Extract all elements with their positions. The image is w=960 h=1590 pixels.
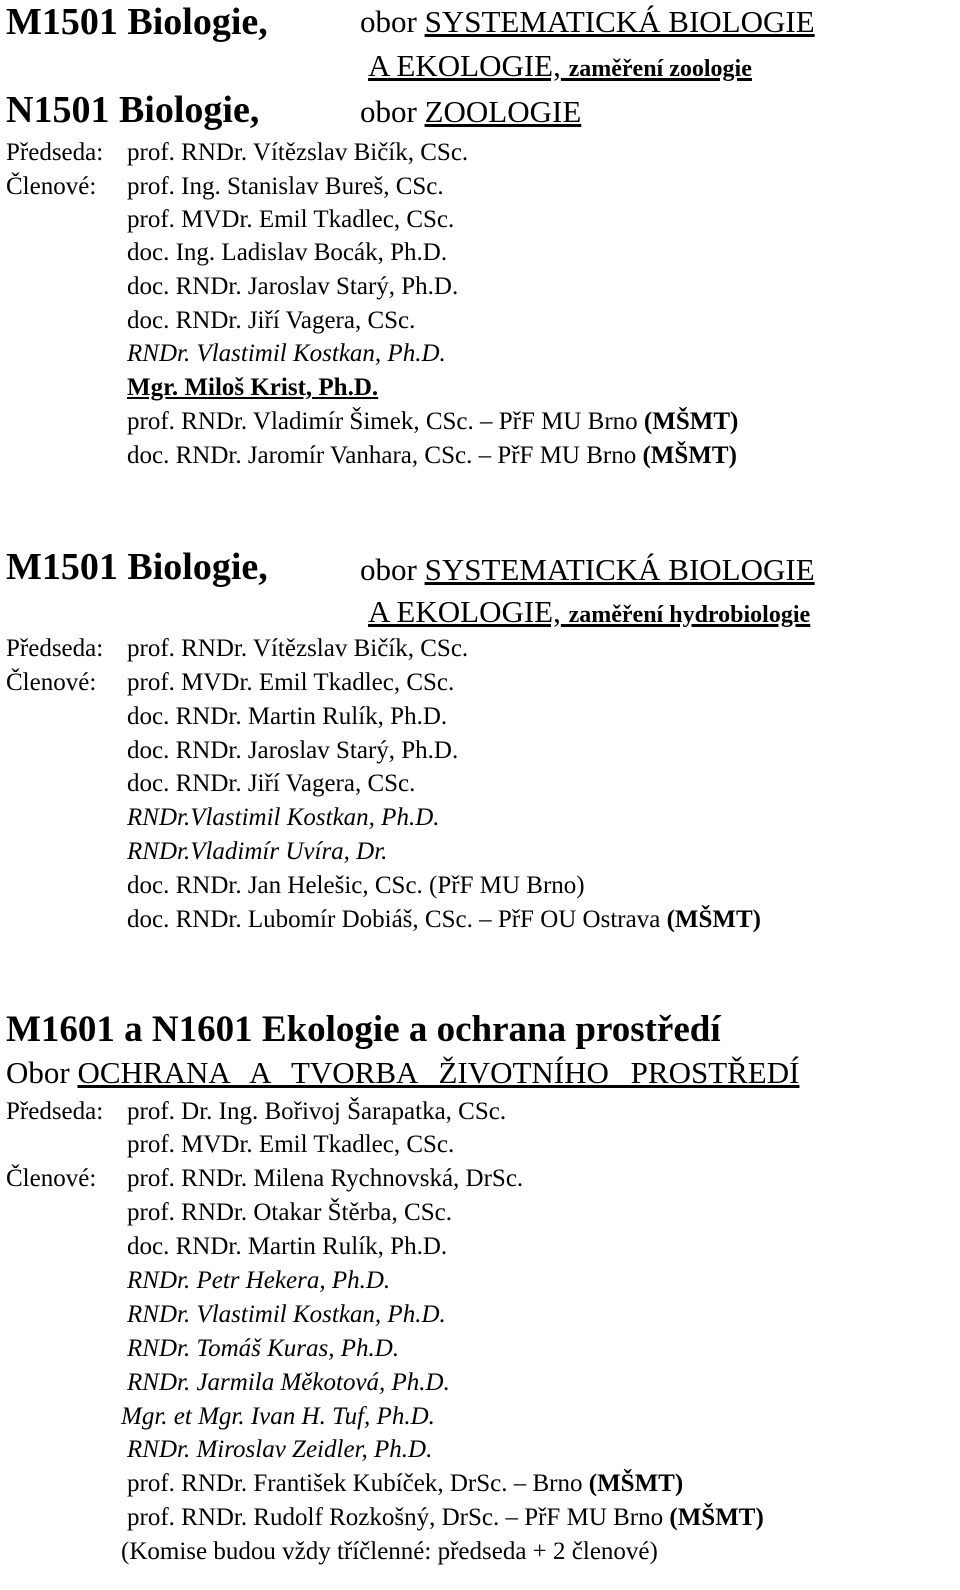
- member-item: RNDr. Vlastimil Kostkan, Ph.D.: [127, 1301, 446, 1328]
- obor-continuation: A EKOLOGIE, zaměření hydrobiologie: [368, 594, 811, 629]
- msmt-tag: (MŠMT): [666, 906, 761, 933]
- members-label: Členové:: [6, 669, 97, 696]
- member-item: doc. Ing. Ladislav Bocák, Ph.D.: [127, 239, 448, 266]
- member-item: prof. MVDr. Emil Tkadlec, CSc.: [127, 206, 455, 233]
- member-item: RNDr. Vlastimil Kostkan, Ph.D.: [127, 340, 446, 367]
- chair-label: Předseda:: [6, 635, 104, 662]
- member-item: prof. RNDr. Vladimír Šimek, CSc. – PřF MU Brno (MŠMT): [127, 408, 739, 435]
- member-item: prof. Ing. Stanislav Bureš, CSc.: [127, 173, 444, 200]
- msmt-tag: (MŠMT): [669, 1504, 764, 1531]
- msmt-tag: (MŠMT): [643, 408, 739, 435]
- members-label: Členové:: [6, 1165, 97, 1192]
- member-item: prof. RNDr. Rudolf Rozkošný, DrSc. – PřF MU Brno (MŠMT): [127, 1504, 764, 1531]
- member-item: Mgr. Miloš Krist, Ph.D.: [127, 374, 379, 401]
- chair-label: Předseda:: [6, 139, 104, 166]
- chair-name: prof. RNDr. Vítězslav Bičík, CSc.: [127, 635, 469, 662]
- member-item: prof. MVDr. Emil Tkadlec, CSc.: [127, 669, 455, 696]
- member-item: Mgr. et Mgr. Ivan H. Tuf, Ph.D.: [121, 1403, 435, 1430]
- member-item: prof. RNDr. Otakar Štěrba, CSc.: [127, 1199, 452, 1226]
- member-item: doc. RNDr. Martin Rulík, Ph.D.: [127, 703, 448, 730]
- member-item: doc. RNDr. Jaroslav Starý, Ph.D.: [127, 273, 459, 300]
- chair-name: prof. RNDr. Vítězslav Bičík, CSc.: [127, 139, 469, 166]
- program-title-m1501: M1501 Biologie,: [6, 546, 268, 588]
- member-item: RNDr.Vlastimil Kostkan, Ph.D.: [127, 804, 440, 831]
- committee-note: (Komise budou vždy tříčlenné: předseda + 2 členové): [121, 1538, 658, 1565]
- obor-line: [360, 94, 581, 130]
- member-item: RNDr. Jarmila Měkotová, Ph.D.: [127, 1369, 450, 1396]
- member-item: doc. RNDr. Martin Rulík, Ph.D.: [127, 1233, 448, 1260]
- member-item: doc. RNDr. Jan Helešic, CSc. (PřF MU Brno): [127, 872, 585, 899]
- program-title-n1501: N1501 Biologie,: [6, 89, 260, 131]
- member-item: RNDr. Tomáš Kuras, Ph.D.: [127, 1335, 400, 1362]
- member-item: RNDr.Vladimír Uvíra, Dr.: [127, 838, 388, 865]
- chair-label: Předseda:: [6, 1098, 104, 1125]
- member-item: RNDr. Miroslav Zeidler, Ph.D.: [127, 1436, 433, 1463]
- member-item: prof. RNDr. František Kubíček, DrSc. – Brno (MŠMT): [127, 1470, 684, 1497]
- obor-line: [360, 552, 815, 588]
- obor-name: SYSTEMATICKÁ BIOLOGIE: [424, 552, 815, 587]
- member-item: RNDr. Petr Hekera, Ph.D.: [127, 1267, 391, 1294]
- program-title-m1601: M1601 a N1601 Ekologie a ochrana prostředí: [6, 1009, 721, 1050]
- obor-name: ZOOLOGIE: [424, 94, 582, 129]
- member-item: doc. RNDr. Lubomír Dobiáš, CSc. – PřF OU Ostrava (MŠMT): [127, 906, 761, 933]
- msmt-tag: (MŠMT): [588, 1470, 684, 1497]
- member-item: doc. RNDr. Jaroslav Starý, Ph.D.: [127, 737, 459, 764]
- member-item: doc. RNDr. Jaromír Vanhara, CSc. – PřF MU Brno (MŠMT): [127, 442, 737, 469]
- obor-line: [360, 4, 815, 40]
- obor-name: SYSTEMATICKÁ BIOLOGIE: [424, 4, 815, 39]
- member-item: prof. RNDr. Milena Rychnovská, DrSc.: [127, 1165, 524, 1192]
- members-label: Členové:: [6, 173, 97, 200]
- obor-line: [6, 1055, 799, 1091]
- obor-word: obor: [360, 552, 417, 587]
- obor-word: obor: [360, 94, 417, 129]
- obor-focus: zaměření zoologie: [568, 56, 752, 82]
- obor-word: Obor: [6, 1055, 70, 1090]
- obor-name: OCHRANA A TVORBA ŽIVOTNÍHO PROSTŘEDÍ: [77, 1055, 800, 1090]
- program-title-m1501: M1501 Biologie,: [6, 1, 268, 43]
- obor-focus: zaměření hydrobiologie: [568, 602, 811, 628]
- msmt-tag: (MŠMT): [642, 442, 737, 469]
- obor-continuation: A EKOLOGIE, zaměření zoologie: [368, 48, 752, 83]
- chair-name: prof. MVDr. Emil Tkadlec, CSc.: [127, 1131, 455, 1158]
- member-item: doc. RNDr. Jiří Vagera, CSc.: [127, 770, 416, 797]
- member-item: doc. RNDr. Jiří Vagera, CSc.: [127, 307, 416, 334]
- chair-name: prof. Dr. Ing. Bořivoj Šarapatka, CSc.: [127, 1098, 507, 1125]
- obor-word: obor: [360, 4, 417, 39]
